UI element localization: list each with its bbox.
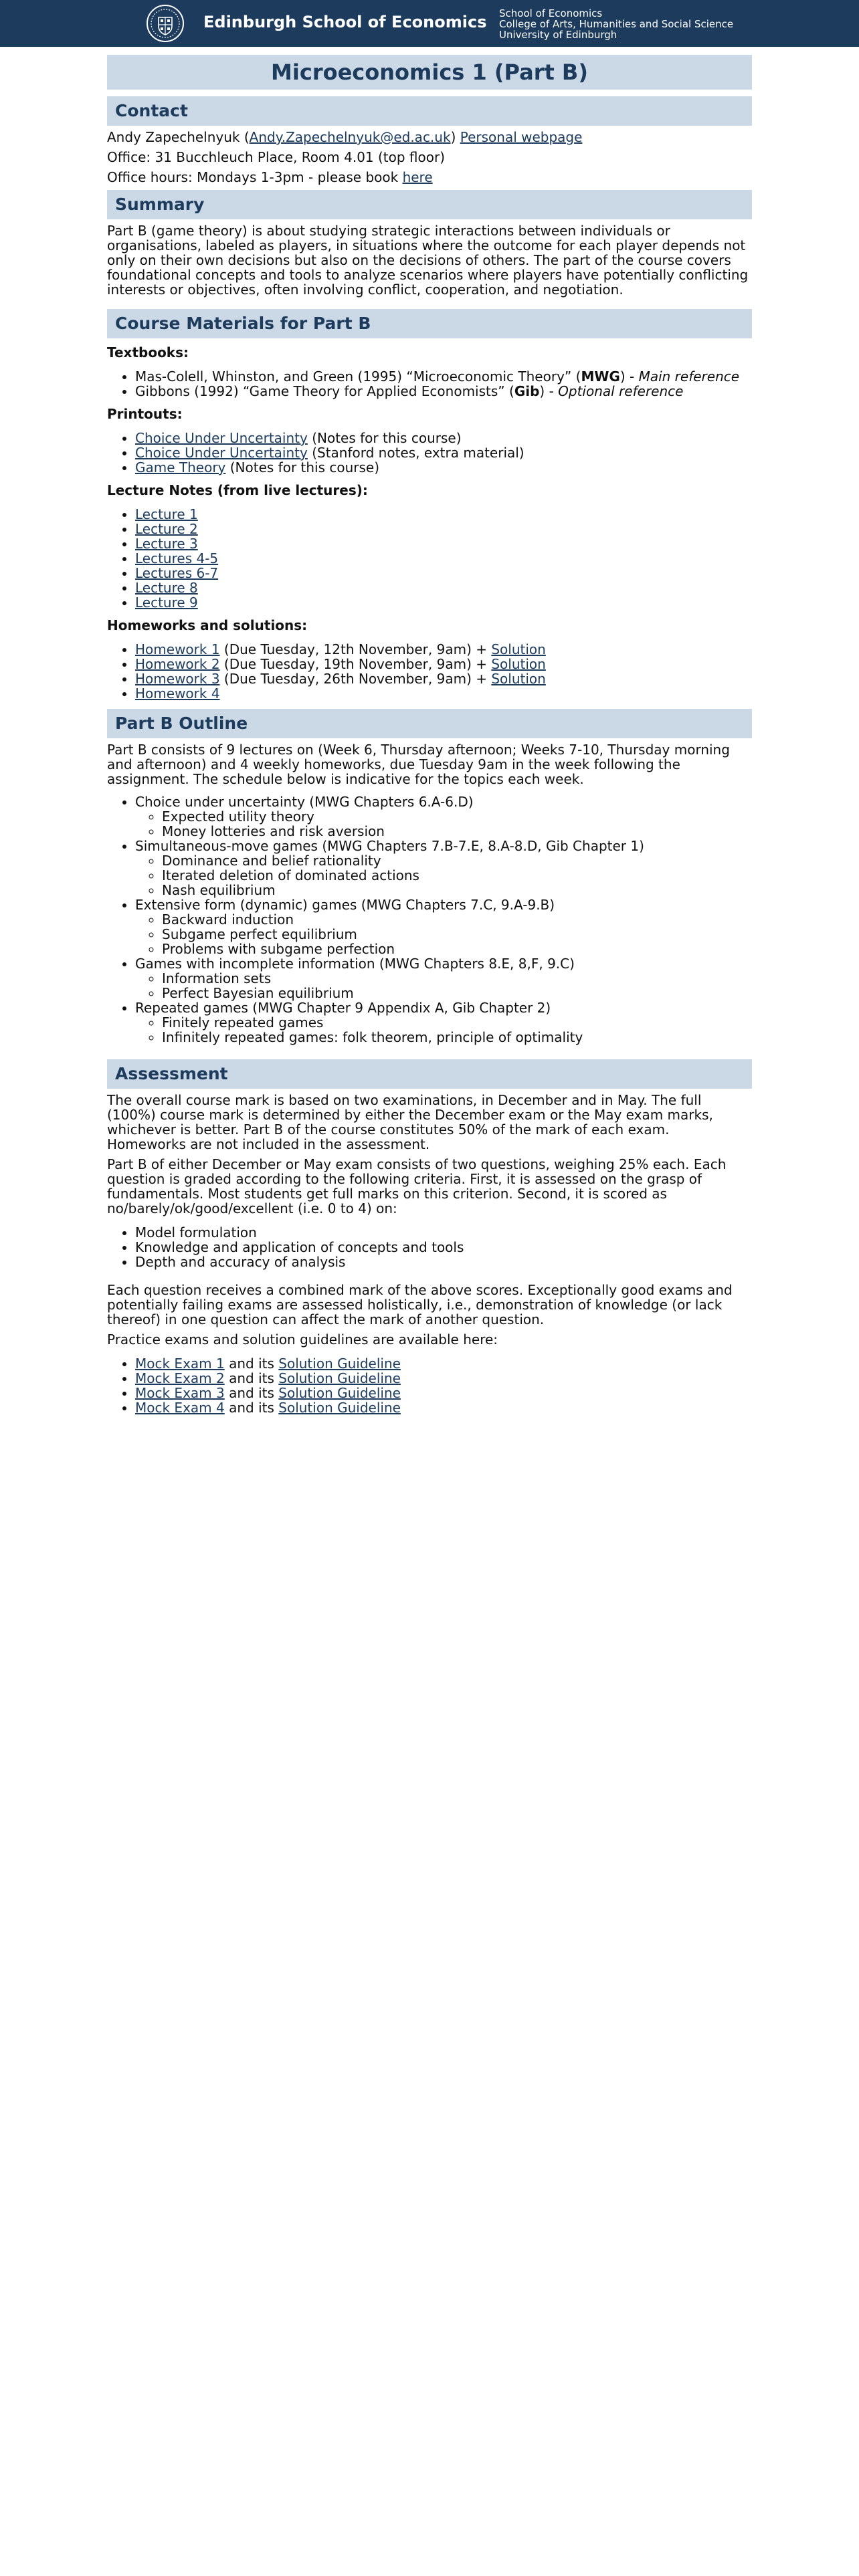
lecture-link[interactable]: Lecture 8 [135, 580, 198, 596]
mock-exam-list [107, 1356, 752, 1415]
printouts-label: Printouts: [107, 406, 183, 422]
page-title: Microeconomics 1 (Part B) [107, 55, 752, 90]
contact-name-suffix: ) [450, 129, 456, 145]
mock-exam-item [135, 1356, 752, 1371]
outline-intro: Part B consists of 9 lectures on (Week 6, Thursday afternoon; Weeks 7-10, Thursday morning and afternoon) and 4 weekly homeworks, due Tuesday 9am in the week following the assignment. The schedule below is indicative for the topics each week. [107, 742, 730, 787]
outline-topic-text: Games with incomplete information (MWG Chapters 8.E, 8,F, 9.C) [135, 956, 575, 972]
outline-subtopic: ◦ Iterated deletion of dominated actions [162, 868, 752, 883]
outline-subtopic-list [135, 971, 752, 1000]
printout-link[interactable]: Choice Under Uncertainty [135, 445, 308, 461]
mock-exam-item [135, 1386, 752, 1400]
textbook-text: ) - [619, 368, 639, 385]
textbook-list [107, 369, 752, 399]
university-crest-icon[interactable] [146, 4, 185, 43]
homework-link[interactable]: Homework 3 [135, 671, 220, 687]
textbooks-label: Textbooks: [107, 344, 189, 360]
printout-note: (Notes for this course) [225, 459, 380, 475]
office-line: Office: 31 Bucchleuch Place, Room 4.01 (top floor) [107, 149, 446, 165]
outline-subtopic: ◦ Subgame perfect equilibrium [162, 927, 752, 942]
homework-link[interactable]: Homework 4 [135, 685, 220, 702]
lecture-link[interactable]: Lecture 3 [135, 536, 198, 552]
section-title-outline: Part B Outline [107, 709, 752, 738]
assessment-criterion: • Knowledge and application of concepts and tools [135, 1240, 752, 1255]
printout-item [135, 445, 752, 460]
main-content [107, 55, 752, 1423]
section-title-materials: Course Materials for Part B [107, 309, 752, 338]
lecture-list [107, 507, 752, 610]
homework-item [135, 671, 752, 686]
assessment-criterion: • Model formulation [135, 1225, 752, 1240]
outline-topic [135, 794, 752, 839]
lecture-link[interactable]: Lectures 4-5 [135, 550, 219, 566]
lecture-item [135, 580, 752, 595]
lecture-item [135, 566, 752, 580]
mock-exam-link[interactable]: Mock Exam 4 [135, 1400, 225, 1416]
mock-exam-connector: and its [224, 1370, 279, 1386]
outline-topic-text: Choice under uncertainty (MWG Chapters 6.A-6.D) [135, 794, 474, 810]
outline-topic-text: Extensive form (dynamic) games (MWG Chapters 7.C, 9.A-9.B) [135, 897, 555, 913]
mock-exam-link[interactable]: Mock Exam 3 [135, 1385, 225, 1401]
lecture-link[interactable]: Lecture 2 [135, 521, 198, 537]
assessment-paragraph: The overall course mark is based on two examinations, in December and in May. The full (100%) course mark is determined by either the December exam or the May exam marks, whichever is better. Part B of the course constitutes 50% of the mark of each exam. Homeworks are not included in the assessment. [107, 1092, 713, 1152]
affiliation-line: University of Edinburgh [499, 29, 617, 41]
outline-subtopic: ◦ Infinitely repeated games: folk theorem, principle of optimality [162, 1030, 752, 1045]
assessment-criteria-list [107, 1225, 752, 1269]
mock-exam-connector: and its [224, 1385, 279, 1401]
homework-item [135, 642, 752, 657]
outline-subtopic: ◦ Expected utility theory [162, 809, 752, 824]
outline-topic [135, 839, 752, 897]
textbook-note: Main reference [638, 368, 740, 385]
book-here-link[interactable]: here [402, 169, 433, 185]
contact-name-line [107, 130, 752, 144]
textbook-item [135, 369, 752, 384]
outline-subtopic: ◦ Nash equilibrium [162, 883, 752, 897]
outline-subtopic-list [135, 853, 752, 897]
office-hours-line [107, 170, 752, 185]
textbook-abbrev: MWG [581, 368, 620, 385]
mock-exam-link[interactable]: Mock Exam 1 [135, 1356, 225, 1372]
outline-subtopic: ◦ Backward induction [162, 912, 752, 927]
email-link[interactable]: Andy.Zapechelnyuk@ed.ac.uk [249, 129, 451, 145]
homework-due: (Due Tuesday, 12th November, 9am) + [219, 641, 492, 657]
mock-exam-item [135, 1400, 752, 1415]
section-title-summary: Summary [107, 190, 752, 219]
homework-item [135, 686, 752, 701]
outline-topic-text: Repeated games (MWG Chapter 9 Appendix A, Gib Chapter 2) [135, 1000, 551, 1016]
outline-topic [135, 897, 752, 956]
printout-item [135, 431, 752, 445]
printout-list [107, 431, 752, 475]
outline-topic [135, 956, 752, 1000]
solution-guideline-link[interactable]: Solution Guideline [278, 1385, 401, 1401]
homework-link[interactable]: Homework 2 [135, 656, 220, 672]
lecture-notes-label: Lecture Notes (from live lectures): [107, 482, 368, 498]
outline-subtopic-list [135, 912, 752, 956]
assessment-criterion: • Depth and accuracy of analysis [135, 1255, 752, 1269]
mock-exam-connector: and its [224, 1400, 279, 1416]
printout-note: (Stanford notes, extra material) [307, 445, 524, 461]
solution-guideline-link[interactable]: Solution Guideline [278, 1356, 401, 1372]
outline-subtopic: ◦ Finitely repeated games [162, 1015, 752, 1030]
school-name[interactable]: Edinburgh School of Economics [203, 13, 487, 31]
outline-topic-text: Simultaneous-move games (MWG Chapters 7.B-7.E, 8.A-8.D, Gib Chapter 1) [135, 838, 644, 854]
solution-guideline-link[interactable]: Solution Guideline [278, 1370, 401, 1386]
lecture-link[interactable]: Lecture 9 [135, 595, 198, 611]
solution-guideline-link[interactable]: Solution Guideline [278, 1400, 401, 1416]
outline-subtopic-list [135, 809, 752, 839]
outline-topic-list [107, 794, 752, 1045]
affiliation-line: College of Arts, Humanities and Social Science [499, 18, 734, 30]
homework-due: (Due Tuesday, 26th November, 9am) + [219, 671, 492, 687]
summary-text: Part B (game theory) is about studying strategic interactions between individuals or organisations, labeled as players, in situations where the outcome for each player depends not only on their own decisions but also on the decisions of others. The part of the course covers foundational concepts and tools to analyze scenarios where players have potentially conflicting interests or objectives, often involving conflict, cooperation, and negotiation. [107, 223, 749, 298]
printout-item [135, 460, 752, 475]
lecture-link[interactable]: Lecture 1 [135, 506, 198, 522]
office-hours-text: Office hours: Mondays 1-3pm - please book [107, 169, 399, 185]
lecture-item [135, 522, 752, 536]
outline-subtopic: ◦ Information sets [162, 971, 752, 986]
textbook-note: Optional reference [558, 383, 684, 399]
outline-subtopic: ◦ Dominance and belief rationality [162, 853, 752, 868]
printout-note: (Notes for this course) [307, 430, 462, 446]
outline-topic [135, 1000, 752, 1045]
outline-subtopic: ◦ Perfect Bayesian equilibrium [162, 986, 752, 1000]
lecture-item [135, 507, 752, 522]
textbook-text: Gibbons (1992) “Game Theory for Applied Economists” ( [135, 383, 514, 399]
site-header [0, 0, 859, 47]
textbook-item [135, 384, 752, 399]
assessment-paragraph: Part B of either December or May exam consists of two questions, weighing 25% each. Each question is graded according to the following criteria. First, it is assessed on the grasp of fundamentals. Most students get full marks on this criterion. Second, it is scored as no/barely/ok/good/excellent (i.e. 0 to 4) on: [107, 1156, 727, 1216]
affiliation-line: School of Economics [499, 7, 603, 19]
section-title-assessment: Assessment [107, 1059, 752, 1089]
outline-subtopic: ◦ Money lotteries and risk aversion [162, 824, 752, 839]
textbook-abbrev: Gib [514, 383, 540, 399]
lecture-item [135, 551, 752, 566]
homework-list [107, 642, 752, 701]
assessment-paragraph: Practice exams and solution guidelines are available here: [107, 1331, 498, 1348]
personal-webpage-link[interactable]: Personal webpage [460, 129, 583, 145]
lecture-item [135, 595, 752, 610]
affiliation [499, 8, 733, 40]
printout-link[interactable]: Game Theory [135, 459, 226, 475]
assessment-paragraph: Each question receives a combined mark of the above scores. Exceptionally good exams and potentially failing exams are assessed holistically, i.e., demonstration of knowledge (or lack thereof) in one question can affect the mark of another question. [107, 1282, 733, 1327]
printout-link[interactable]: Choice Under Uncertainty [135, 430, 308, 446]
homework-item [135, 657, 752, 671]
lecture-item [135, 536, 752, 551]
mock-exam-item [135, 1371, 752, 1386]
outline-subtopic-list [135, 1015, 752, 1045]
solution-link[interactable]: Solution [491, 656, 546, 672]
homeworks-label: Homeworks and solutions: [107, 617, 308, 633]
homework-link[interactable]: Homework 1 [135, 641, 220, 657]
mock-exam-connector: and its [224, 1356, 279, 1372]
textbook-text: Mas-Colell, Whinston, and Green (1995) “Microeconomic Theory” ( [135, 368, 581, 385]
section-title-contact: Contact [107, 96, 752, 126]
solution-link[interactable]: Solution [491, 671, 546, 687]
lecture-link[interactable]: Lectures 6-7 [135, 565, 219, 581]
solution-link[interactable]: Solution [491, 641, 546, 657]
textbook-text: ) - [539, 383, 559, 399]
outline-subtopic: ◦ Problems with subgame perfection [162, 942, 752, 956]
contact-name-prefix: Andy Zapechelnyuk ( [107, 129, 250, 145]
mock-exam-link[interactable]: Mock Exam 2 [135, 1370, 225, 1386]
homework-due: (Due Tuesday, 19th November, 9am) + [219, 656, 492, 672]
